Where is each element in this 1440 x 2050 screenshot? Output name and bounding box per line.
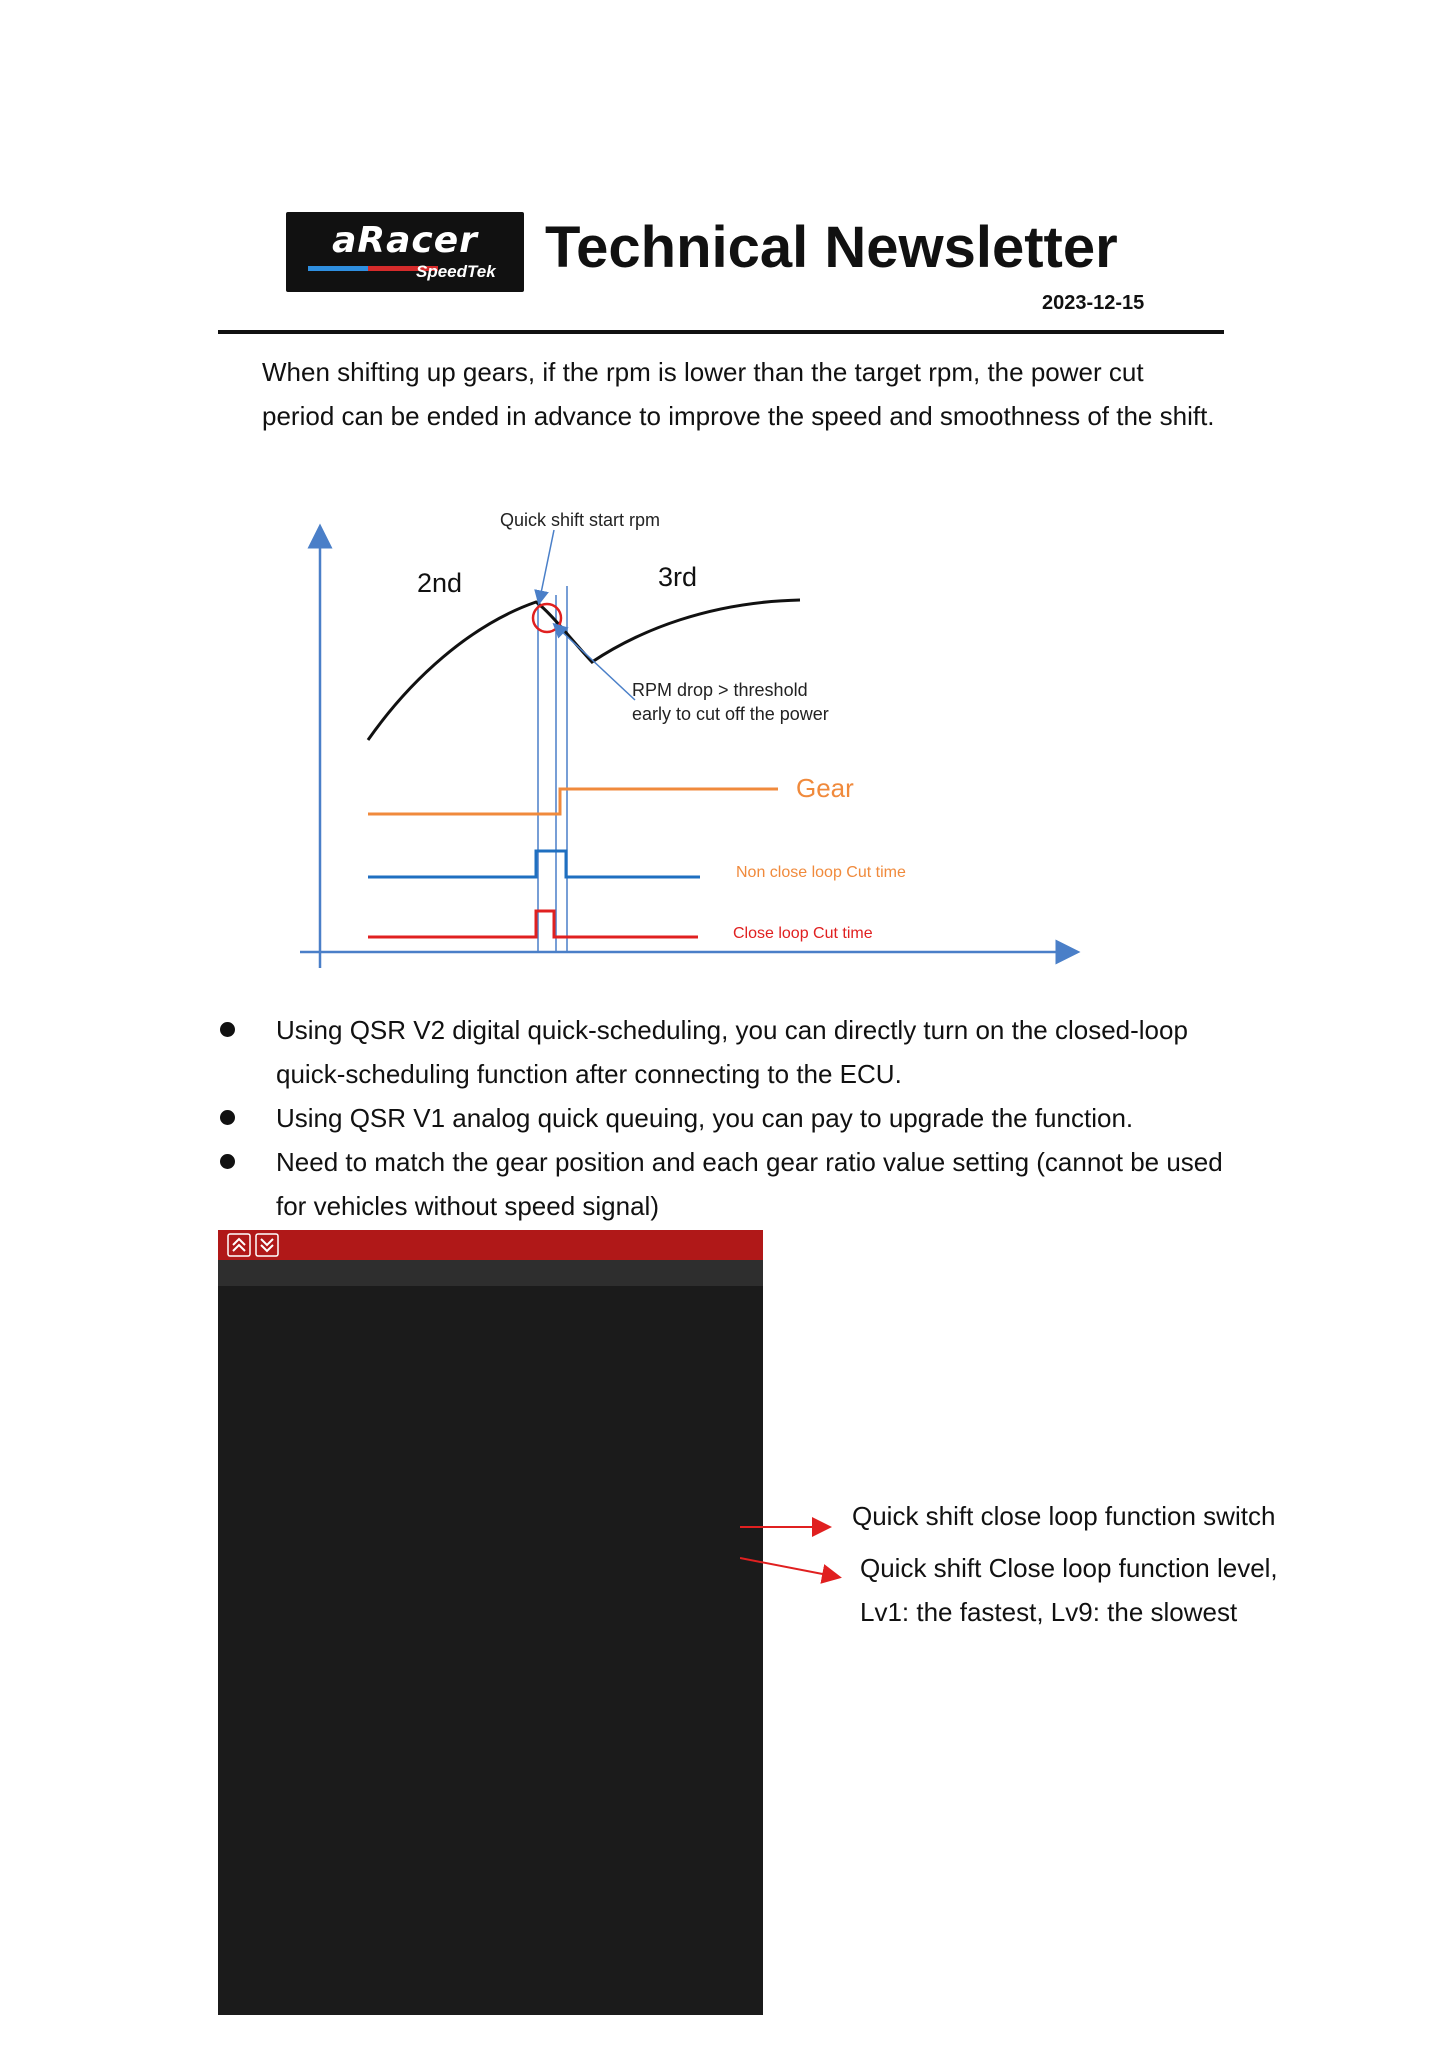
level-arrow [740, 1558, 838, 1577]
logo-stripe-blue [308, 266, 368, 271]
label-3rd-gear: 3rd [658, 562, 698, 592]
bullet-icon [220, 1154, 235, 1169]
list-item: Using QSR V2 digital quick-scheduling, you can directly turn on the closed-loop quick-scheduling function after connecting to the ECU. [218, 1008, 1238, 1096]
ecu-settings-graphic [218, 1230, 763, 2015]
panel-titlebar [218, 1230, 763, 1260]
intro-paragraph: When shifting up gears, if the rpm is lower than the target rpm, the power cut period can be ended in advance to improve the speed and smoothness of the shift. [262, 357, 1215, 431]
annotation-level-range: Lv1: the fastest, Lv9: the slowest [860, 1597, 1238, 1627]
annotation-switch: Quick shift close loop function switch [852, 1501, 1276, 1531]
close-loop-trace [368, 911, 698, 937]
annotation-level-title: Quick shift Close loop function level, [860, 1553, 1278, 1583]
label-early-cut: early to cut off the power [632, 704, 829, 724]
logo-text: aRacer [332, 220, 478, 261]
newsletter-date: 2023-12-15 [1042, 292, 1145, 314]
rpm-drop-pointer [558, 628, 635, 700]
label-start-rpm: Quick shift start rpm [500, 510, 661, 530]
label-rpm-drop: RPM drop > threshold [632, 680, 808, 700]
label-non-close-loop: Non close loop Cut time [736, 864, 906, 881]
logo-subtext: SpeedTek [416, 262, 496, 281]
list-item: Using QSR V1 analog quick queuing, you can pay to upgrade the function. [218, 1096, 1238, 1140]
start-rpm-pointer [540, 530, 554, 598]
feature-bullet-list [218, 1008, 1238, 1228]
annotation-arrows [740, 1505, 850, 1585]
header-divider [218, 330, 1224, 334]
list-item: Need to match the gear position and each gear ratio value setting (cannot be used for vehicles without speed signal) [218, 1140, 1238, 1228]
page-title: Technical Newsletter [545, 215, 1118, 280]
label-close-loop: Close loop Cut time [733, 925, 873, 942]
label-2nd-gear: 2nd [417, 568, 463, 598]
non-close-loop-trace [368, 851, 700, 877]
bullet-icon [220, 1110, 235, 1125]
shift-point-circle [533, 604, 561, 632]
quick-shift-timing-diagram [290, 500, 1090, 980]
bullet-icon [220, 1022, 235, 1037]
ecu-settings-panel [218, 1230, 763, 2015]
quick-sensor-section-header [218, 1260, 763, 1286]
gear-trace [368, 789, 778, 814]
aracer-logo [286, 212, 524, 292]
label-gear: Gear [796, 773, 854, 803]
